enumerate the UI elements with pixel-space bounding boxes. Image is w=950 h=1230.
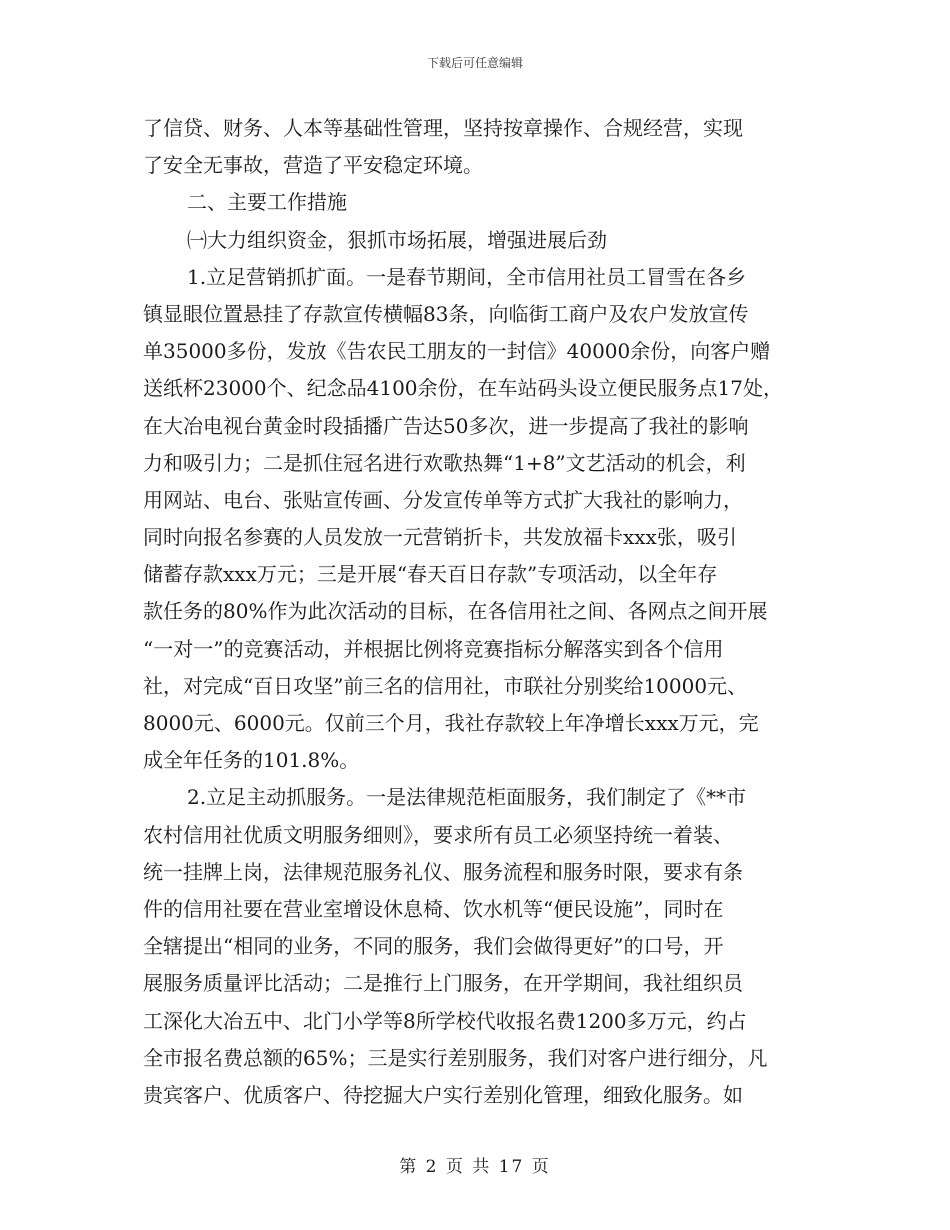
text-line: “一对一”的竞赛活动，并根据比例将竞赛指标分解落实到各个信用 bbox=[143, 636, 724, 661]
text-line: 农村信用社优质文明服务细则》，要求所有员工必须坚持统一着装、 bbox=[143, 822, 733, 847]
text-line: 力和吸引力；二是抓住冠名进行欢歌热舞“1+8”文艺活动的机会，利 bbox=[143, 450, 746, 475]
document-body bbox=[143, 110, 823, 1114]
text-line: 全辖提出“相同的业务，不同的服务，我们会做得更好”的口号，开 bbox=[143, 934, 724, 959]
text-line: 8000元、6000元。仅前三个月，我社存款较上年净增长xxx万元，完 bbox=[143, 711, 759, 735]
text-line: 款任务的80%作为此次活动的目标，在各信用社之间、各网点之间开展 bbox=[143, 599, 768, 624]
text-line: 同时向报名参赛的人员发放一元营销折卡，共发放福卡xxx张，吸引 bbox=[143, 525, 737, 550]
page-header: 下载后可任意编辑 bbox=[426, 56, 523, 70]
text-line: 了信贷、财务、人本等基础性管理，坚持按章操作、合规经营，实现 bbox=[143, 116, 743, 140]
text-line: 成全年任务的101.8%。 bbox=[143, 748, 360, 773]
text-line: 统一挂牌上岗，法律规范服务礼仪、服务流程和服务时限，要求有条 bbox=[143, 859, 743, 884]
page-footer: 第 2 页 共 17 页 bbox=[399, 1157, 551, 1177]
text-line: 用网站、电台、张贴宣传画、分发宣传单等方式扩大我社的影响力， bbox=[143, 487, 743, 512]
text-line: 件的信用社要在营业室增设休息椅、饮水机等“便民设施”，同时在 bbox=[143, 896, 724, 921]
text-line: 工深化大冶五中、北门小学等8所学校代收报名费1200多万元，约占 bbox=[143, 1008, 747, 1033]
text-line: 了安全无事故，营造了平安稳定环境。 bbox=[143, 153, 483, 178]
text-line: 单35000多份，发放《告农民工朋友的一封信》40000余份，向客户赠 bbox=[143, 339, 771, 364]
text-line: 储蓄存款xxx万元；三是开展“春天百日存款”专项活动，以全年存 bbox=[143, 562, 718, 587]
text-line: 2.立足主动抓服务。一是法律规范柜面服务，我们制定了《**市 bbox=[187, 785, 747, 810]
text-line: 贵宾客户、优质客户、待挖掘大户实行差别化管理，细致化服务。如 bbox=[143, 1082, 743, 1107]
text-line: 送纸杯23000个、纪念品4100余份，在车站码头设立便民服务点17处， bbox=[143, 376, 783, 401]
text-line: 全市报名费总额的65%；三是实行差别服务，我们对客户进行细分，凡 bbox=[143, 1045, 768, 1070]
text-line: 镇显眼位置悬挂了存款宣传横幅83条，向临街工商户及农户发放宣传 bbox=[143, 301, 749, 326]
text-line: 展服务质量评比活动；二是推行上门服务，在开学期间，我社组织员 bbox=[143, 971, 743, 996]
text-line: 二、主要工作措施 bbox=[187, 190, 347, 215]
text-line: 在大冶电视台黄金时段插播广告达50多次，进一步提高了我社的影响 bbox=[143, 413, 749, 438]
text-line: 社，对完成“百日攻坚”前三名的信用社，市联社分别奖给10000元、 bbox=[143, 673, 748, 698]
text-line: 1.立足营销抓扩面。一是春节期间，全市信用社员工冒雪在各乡 bbox=[187, 264, 747, 289]
text-line: ㈠大力组织资金，狠抓市场拓展，增强进展后劲 bbox=[187, 227, 607, 252]
